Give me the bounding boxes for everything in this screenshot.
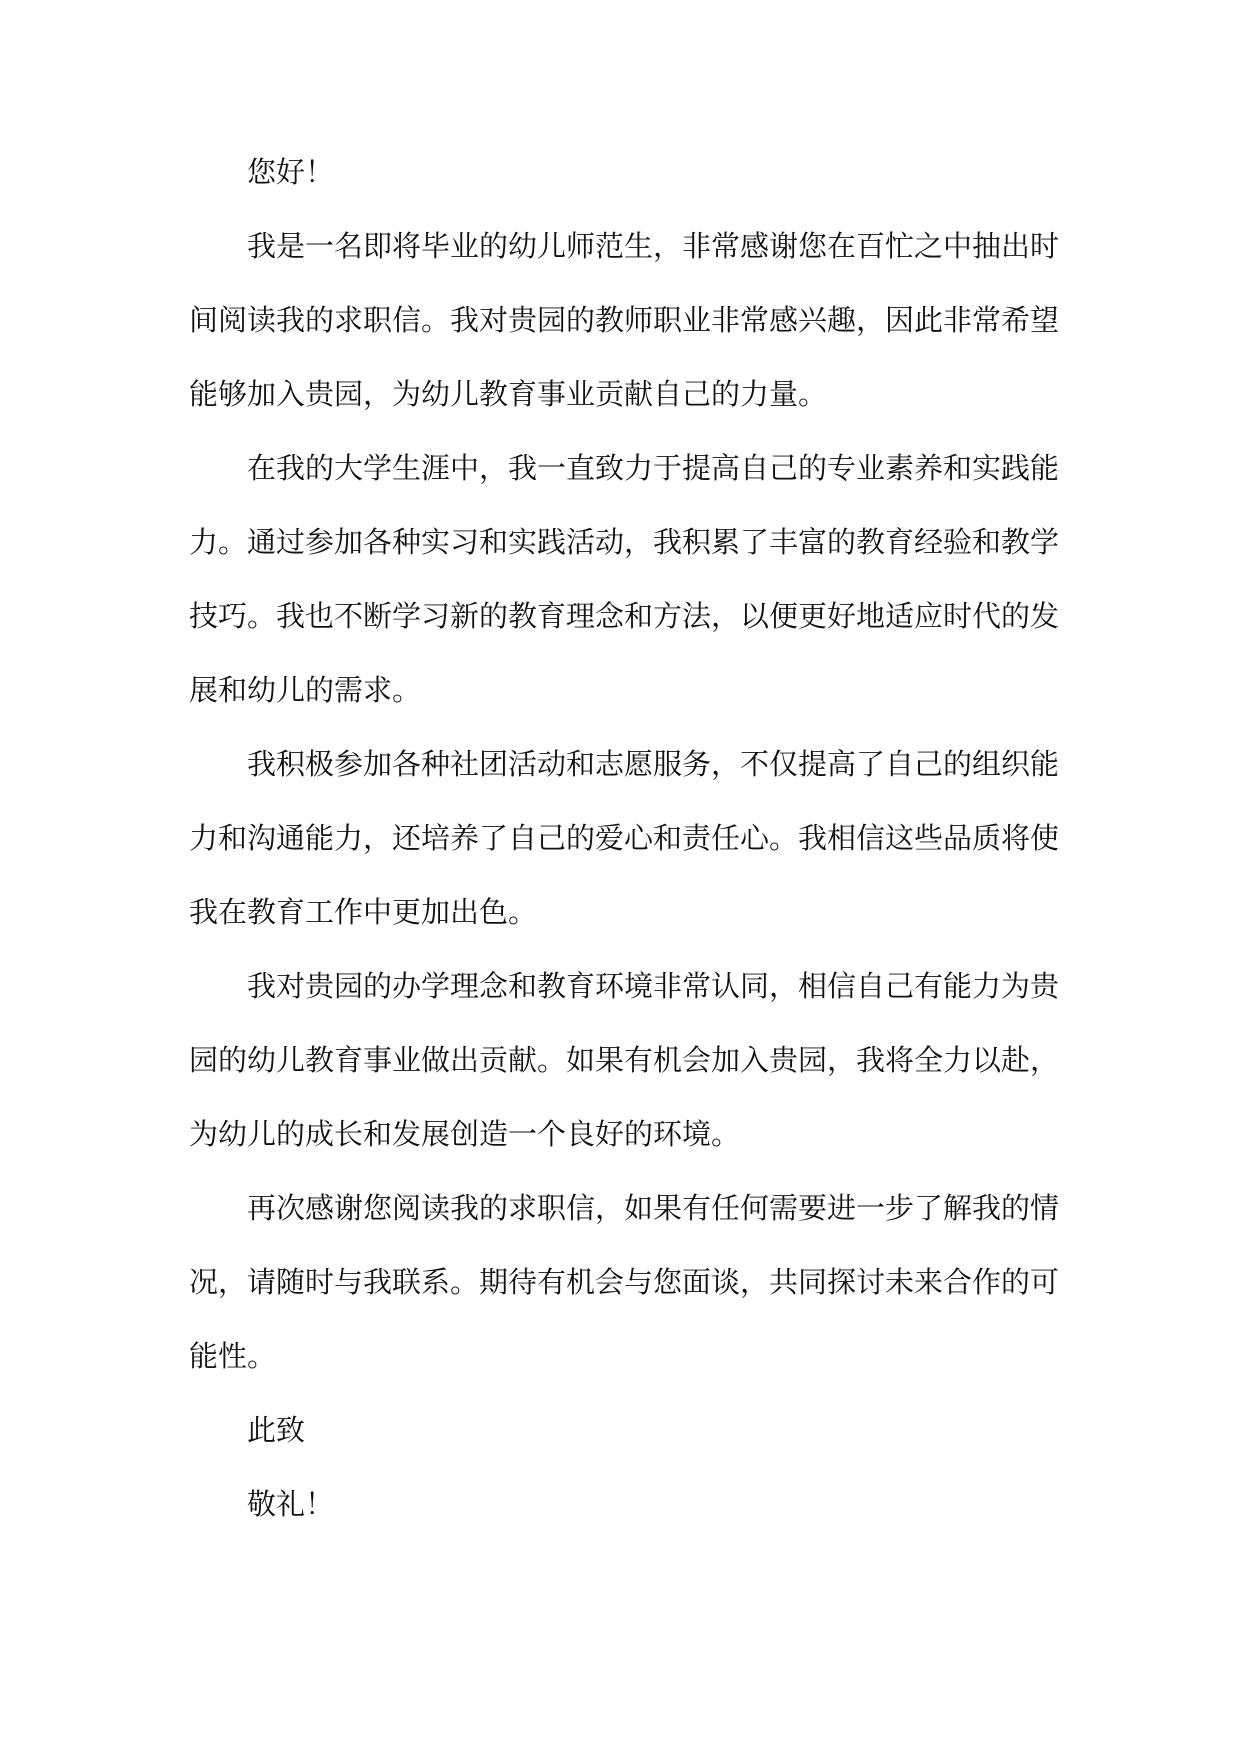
- cover-letter: [189, 135, 1059, 1541]
- letter-paragraph-2: 在我的大学生涯中，我一直致力于提高自己的专业素养和实践能力。通过参加各种实习和实践活动，我积累了丰富的教育经验和教学技巧。我也不断学习新的教育理念和方法，以便更好地适应时代的发展和幼儿的需求。: [189, 451, 1060, 707]
- letter-paragraph-1: 我是一名即将毕业的幼儿师范生，非常感谢您在百忙之中抽出时间阅读我的求职信。我对贵园的教师职业非常感兴趣，因此非常希望能够加入贵园，为幼儿教育事业贡献自己的力量。: [189, 229, 1060, 411]
- letter-paragraph-5: 再次感谢您阅读我的求职信，如果有任何需要进一步了解我的情况，请随时与我联系。期待有机会与您面谈，共同探讨未来合作的可能性。: [189, 1191, 1060, 1373]
- letter-greeting: 您好！: [247, 155, 335, 189]
- letter-paragraph-3: 我积极参加各种社团活动和志愿服务，不仅提高了自己的组织能力和沟通能力，还培养了自己的爱心和责任心。我相信这些品质将使我在教育工作中更加出色。: [189, 747, 1060, 929]
- letter-paragraph-4: 我对贵园的办学理念和教育环境非常认同，相信自己有能力为贵园的幼儿教育事业做出贡献。如果有机会加入贵园，我将全力以赴，为幼儿的成长和发展创造一个良好的环境。: [189, 969, 1060, 1151]
- letter-regards: 敬礼！: [247, 1487, 335, 1521]
- letter-closing: 此致: [247, 1413, 306, 1447]
